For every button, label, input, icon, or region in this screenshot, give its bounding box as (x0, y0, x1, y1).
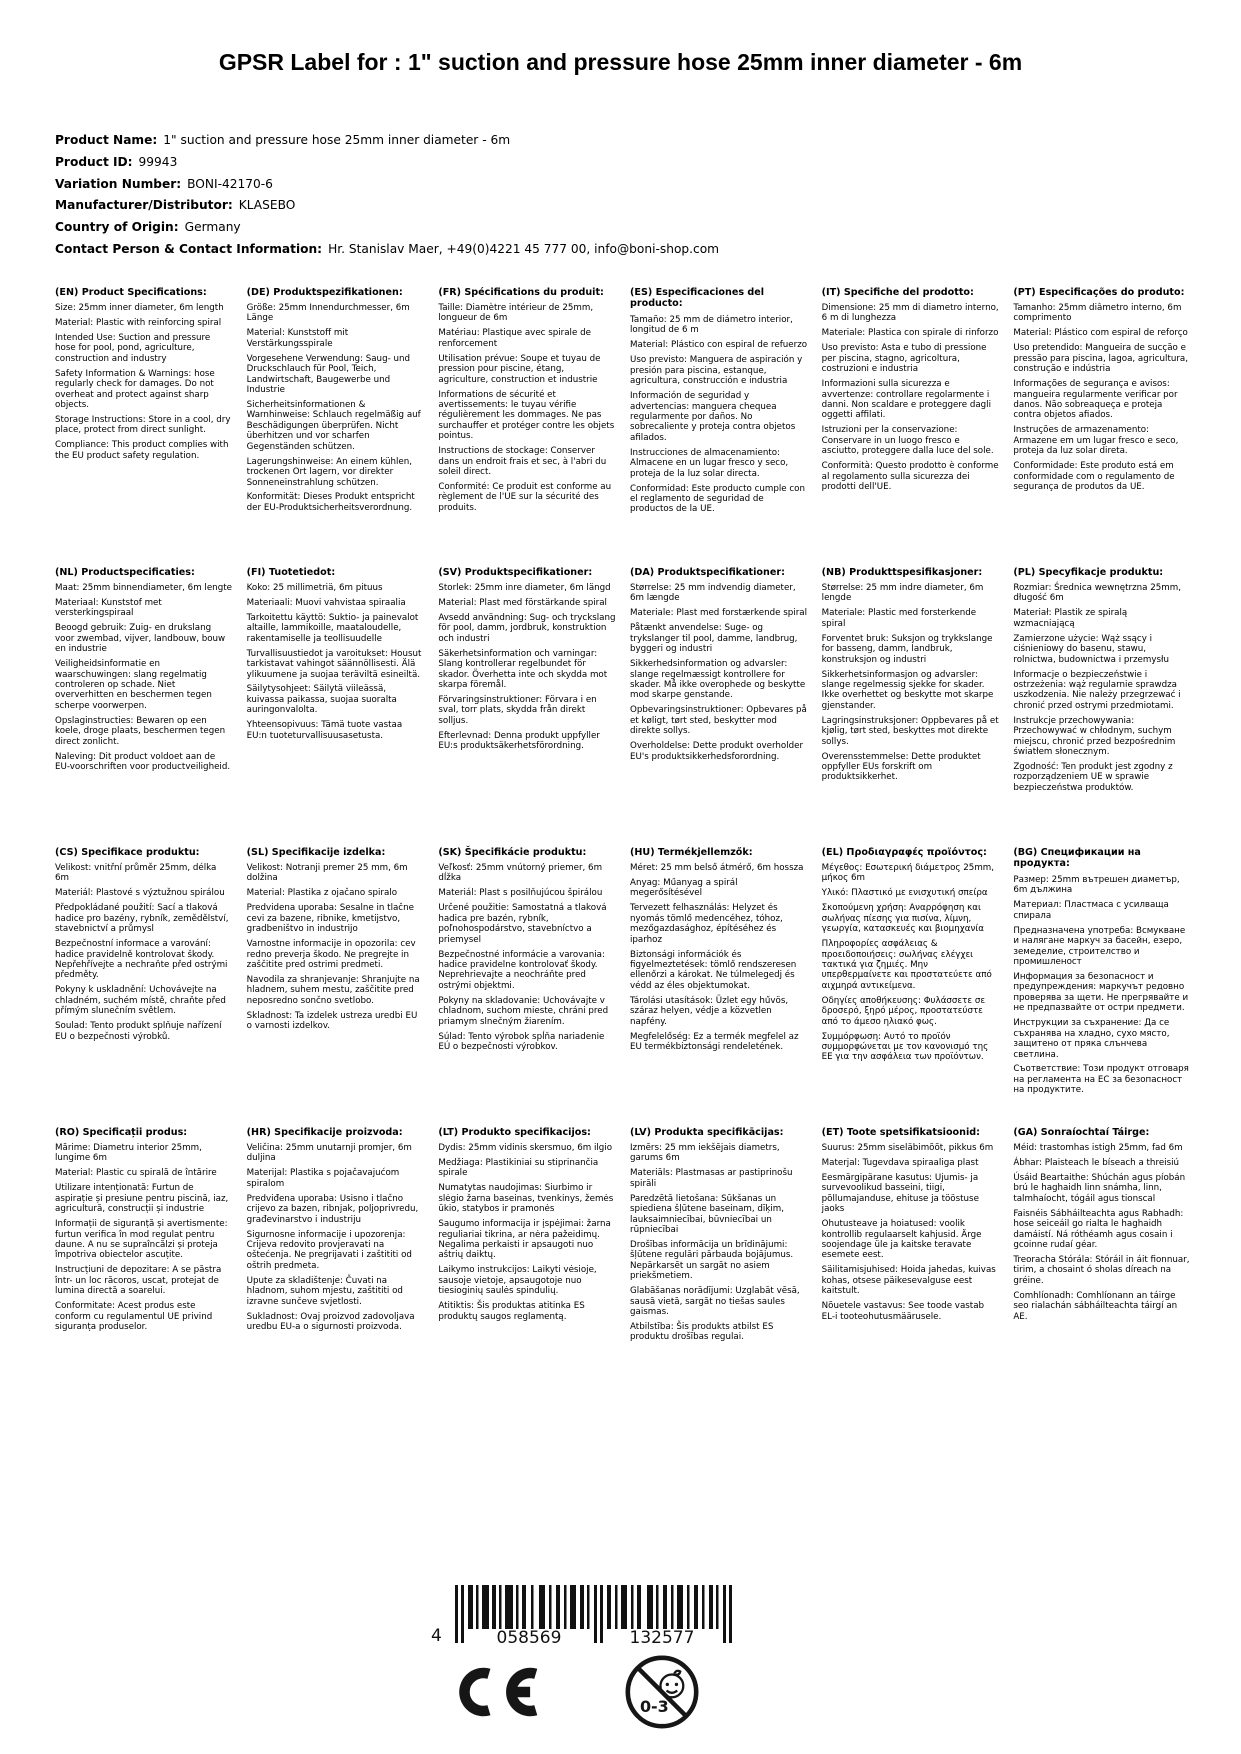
language-block-heading: (DA) Produktspecifikationer: (630, 566, 785, 578)
language-block-paragraphs (1013, 875, 1191, 1096)
spec-paragraph: Conformidad: Este producto cumple con el reglamento de seguridad de productos de la UE. (630, 483, 805, 515)
page-title: GPSR Label for : 1" suction and pressure hose 25mm inner diameter - 6m (218, 49, 1023, 75)
ce-mark-icon (455, 1662, 539, 1722)
spec-paragraph: Instruções de armazenamento: Armazene em um lugar fresco e seco, proteja da luz solar direta. (1013, 425, 1179, 457)
spec-paragraph: Sicherheitsinformationen & Warnhinweise: Schlauch regelmäßig auf Beschädigungen überprüfen. Nicht überhitzen und vor scharfen Gegenständen schützen. (246, 399, 421, 452)
spec-paragraph: Materiaali: Muovi vahvistaa spiraalia (246, 597, 406, 608)
product-info-line (55, 239, 1241, 261)
spec-paragraph: Méret: 25 mm belső átmérő, 6m hossza (630, 862, 804, 873)
spec-paragraph: Atitiktis: Šis produktas atitinka ES produktų saugos reglamentą. (438, 1301, 585, 1322)
language-block-paragraphs (630, 315, 808, 515)
spec-paragraph: Compliance: This product complies with the EU product safety regulation. (55, 440, 229, 461)
spec-paragraph: Conformità: Questo prodotto è conforme al regolamento sulla sicurezza dei prodotti dell'UE. (821, 461, 999, 493)
language-block-paragraphs (55, 1143, 233, 1333)
language-block (1013, 567, 1191, 847)
language-block-paragraphs (1013, 583, 1191, 793)
spec-paragraph: Größe: 25mm Innendurchmesser, 6m Länge (246, 302, 410, 324)
spec-paragraph: Safety Information & Warnings: hose regularly check for damages. Do not overheat and protect against sharp objects. (55, 368, 215, 410)
spec-paragraph: Určené použitie: Samostatná a tlaková hadica pre bazén, rybník, poľnohospodárstvo, stavebníctvo a priemysel (438, 903, 607, 945)
spec-paragraph: Material: Plast med förstärkande spiral (438, 597, 607, 608)
spec-paragraph: Pokyny k uskladnění: Uchovávejte na chladném, suchém místě, chraňte před přímým slunečním světlem. (55, 985, 226, 1017)
language-block-heading: (NB) Produkttspesifikasjoner: (821, 566, 983, 578)
product-info-value: Germany (184, 220, 241, 235)
spec-paragraph: Anyag: Műanyag a spirál megerősítésével (630, 877, 738, 899)
product-info-value: 99943 (138, 154, 178, 169)
spec-paragraph: Conformidade: Este produto está em conformidade com o regulamento de segurança de produtos da UE. (1013, 461, 1175, 493)
language-block-paragraphs (822, 863, 1000, 1063)
spec-paragraph: Materiāls: Plastmasas ar pastiprinošu spirāli (630, 1168, 793, 1189)
spec-paragraph: Mărime: Diametru interior 25mm, lungime 6m (55, 1142, 202, 1164)
language-block-paragraphs (630, 1143, 808, 1343)
spec-paragraph: Rozmiar: Średnica wewnętrzna 25mm, długość 6m (1013, 582, 1181, 604)
spec-paragraph: Velikost: vnitřní průměr 25mm, délka 6m (55, 862, 217, 884)
language-grid (55, 287, 1191, 1407)
spec-paragraph: Istruzioni per la conservazione: Conservare in un luogo fresco e asciutto, proteggere dalla luce del sole. (821, 425, 994, 457)
spec-paragraph: Materiał: Plastik ze spiralą wzmacniającą (1013, 608, 1128, 629)
spec-paragraph: Material: Kunststoff mit Verstärkungsspirale (246, 328, 349, 349)
spec-paragraph: Úsáid Beartaithe: Shúchán agus píobán brú le haghaidh linn snámha, linn, talmhaíocht, tógáil agus tionscal (1013, 1172, 1186, 1204)
product-info-value: KLASEBO (238, 198, 296, 213)
spec-paragraph: Съответствие: Този продукт отговаря на регламента на ЕС за безопасност на продуктите. (1013, 1064, 1189, 1096)
spec-paragraph: Eesmärgipärane kasutus: Ujumis- ja survevoolikud basseini, tiigi, põllumajanduse, ehituse ja tööstuse jaoks (821, 1172, 979, 1215)
spec-paragraph: Sikkerhetsinformasjon og advarsler: slange regelmessig sjekke for skader. Ikke overhettet og beskytte mot skarpe gjenstander. (821, 669, 994, 711)
spec-paragraph: Zgodność: Ten produkt jest zgodny z rozporządzeniem UE w sprawie bezpieczeństwa produktów. (1013, 762, 1173, 793)
spec-paragraph: Conformité: Ce produit est conforme au règlement de l'UE sur la sécurité des produits. (438, 482, 612, 513)
language-block-paragraphs (55, 863, 233, 1042)
spec-paragraph: Instructions de stockage: Conserver dans un endroit frais et sec, à l'abri du soleil direct. (438, 446, 607, 478)
barcode-right-digits: 132577 (629, 1628, 695, 1647)
spec-paragraph: Instrucciones de almacenamiento: Almacene en un lugar fresco y seco, proteja de la luz solar directa. (630, 447, 789, 479)
language-block-heading: (IT) Specifiche del prodotto: (821, 286, 974, 298)
spec-paragraph: Veličina: 25mm unutarnji promjer, 6m duljina (246, 1142, 412, 1164)
spec-paragraph: Paredzētā lietošana: Sūkšanas un spiediena šļūtene baseinam, dīķim, lauksaimniecībai, būvniecībai un rūpniecībai (630, 1193, 785, 1236)
spec-paragraph: Säkerhetsinformation och varningar: Slang kontrollerar regelbundet för skador. Överhetta inte och skydda mot skarpa föremål. (438, 648, 608, 690)
spec-paragraph: Atbilstība: Šis produkts atbilst ES produktu drošības regulai. (630, 1322, 774, 1343)
language-block-paragraphs (438, 303, 616, 513)
spec-paragraph: Velikost: Notranji premer 25 mm, 6m dolžina (246, 862, 408, 884)
language-block-heading: (FI) Tuotetiedot: (246, 566, 336, 578)
spec-paragraph: Οδηγίες αποθήκευσης: Φυλάσσετε σε δροσερό, ξηρό μέρος, προστατεύστε από το άμεσο ηλιακό φως. (821, 995, 986, 1027)
product-info-label: Product ID: (55, 154, 133, 169)
spec-paragraph: Μέγεθος: Εσωτερική διάμετρος 25mm, μήκος 6m (821, 862, 995, 884)
language-block (822, 567, 1000, 847)
language-block-paragraphs (630, 863, 808, 1053)
spec-paragraph: Sigurnosne informacije i upozorenja: Crijeva redovito provjeravati na oštećenja. Ne pregrijavati i zaštititi od oštrih predmeta. (246, 1229, 412, 1271)
spec-paragraph: Sukladnost: Ovaj proizvod zadovoljava uredbu EU-a o sigurnosti proizvoda. (246, 1311, 415, 1333)
spec-paragraph: Comhlíonadh: Comhlíonann an táirge seo rialachán sábháilteachta táirgí an AE. (1013, 1290, 1178, 1322)
language-block-heading: (GA) Sonraíochtaí Táirge: (1013, 1126, 1150, 1138)
spec-paragraph: Opbevaringsinstruktioner: Opbevares på et køligt, tørt sted, beskytter mod direkte sollys. (630, 705, 807, 737)
language-block (822, 847, 1000, 1127)
spec-paragraph: Izmērs: 25 mm iekšējais diametrs, garums 6m (630, 1142, 780, 1164)
language-block (630, 287, 808, 567)
language-block (247, 1127, 425, 1407)
spec-paragraph: Koko: 25 millimetriä, 6m pituus (246, 582, 383, 593)
language-block (1013, 1127, 1191, 1407)
product-info-line (55, 130, 1241, 152)
product-info-line (55, 152, 1241, 174)
product-info-label: Variation Number: (55, 176, 182, 191)
spec-paragraph: Förvaringsinstruktioner: Förvara i en sval, torr plats, skydda från direkt solljus. (438, 694, 597, 726)
language-block-paragraphs (55, 583, 233, 773)
language-block-paragraphs (822, 303, 1000, 493)
spec-paragraph: Overholdelse: Dette produkt overholder EU's produktsikkerhedsforordning. (630, 741, 804, 762)
spec-paragraph: Naleving: Dit product voldoet aan de EU-voorschriften voor productveiligheid. (55, 751, 231, 773)
spec-paragraph: Opslaginstructies: Bewaren op een koele, droge plaats, beschermen tegen direct zonlicht. (55, 715, 226, 747)
barcode-lead-digit: 4 (431, 1626, 442, 1646)
language-block-heading: (BG) Спецификации на продукта: (1013, 846, 1141, 870)
spec-paragraph: Overensstemmelse: Dette produktet oppfyller EUs forskrift om produktsikkerhet. (821, 751, 981, 783)
language-block-paragraphs (247, 583, 425, 741)
language-block-heading: (SV) Produktspecifikationer: (438, 566, 593, 578)
spec-paragraph: Informații de siguranță și avertismente: furtun verifica în mod regulat pentru daune. A nu se supraîncălzi și proteja împotriva obiectelor ascuțite. (55, 1219, 228, 1261)
spec-paragraph: Upute za skladištenje: Čuvati na hladnom, suhom mjestu, zaštititi od izravne sunčeve svjetlosti. (246, 1275, 403, 1307)
language-block (55, 1127, 233, 1407)
language-block-heading: (RO) Specificații produs: (55, 1126, 188, 1138)
spec-paragraph: Predvidena uporaba: Sesalne in tlačne cevi za bazene, ribnike, kmetijstvo, gradbeništvo in industrijo (246, 903, 414, 935)
language-block-heading: (SL) Specifikacije izdelka: (246, 846, 386, 858)
spec-paragraph: Størrelse: 25 mm indre diameter, 6m lengde (821, 582, 984, 604)
product-info-line (55, 174, 1241, 196)
spec-paragraph: Informações de segurança e avisos: mangueira regularmente verificar por danos. Não sobreaqueça e proteja contra objetos afiados. (1013, 379, 1178, 421)
language-block (55, 847, 233, 1127)
spec-paragraph: Συμμόρφωση: Αυτό το προϊόν συμμορφώνεται με τον κανονισμό της ΕΕ για την ασφάλεια των προϊόντων. (821, 1031, 989, 1063)
language-block-paragraphs (630, 583, 808, 762)
spec-paragraph: Инструкции за съхранение: Да се съхранява на хладно, сухо място, защитено от пряка слънчева светлина. (1013, 1018, 1170, 1060)
language-block (438, 287, 616, 567)
language-block (630, 567, 808, 847)
spec-paragraph: Materijal: Plastika s pojačavajućom spiralom (246, 1168, 400, 1189)
spec-paragraph: Predviđena uporaba: Usisno i tlačno crijevo za bazen, ribnjak, poljoprivredu, građevinarstvo i industriju (246, 1193, 419, 1225)
spec-paragraph: Utilisation prévue: Soupe et tuyau de pression pour piscine, étang, agriculture, construction et industrie (438, 353, 601, 385)
spec-paragraph: Méid: trastomhas istigh 25mm, fad 6m (1013, 1142, 1183, 1153)
spec-paragraph: Materjal: Tugevdava spiraaliga plast (821, 1157, 979, 1168)
spec-paragraph: Storlek: 25mm inre diameter, 6m längd (438, 582, 611, 593)
product-info-label: Contact Person & Contact Information: (55, 241, 323, 256)
barcode-left-digits: 058569 (496, 1628, 562, 1647)
language-block-paragraphs (247, 1143, 425, 1333)
product-info-value: BONI-42170-6 (187, 176, 273, 191)
language-block (822, 1127, 1000, 1407)
spec-paragraph: Súlad: Tento výrobok spĺňa nariadenie EÚ o bezpečnosti výrobkov. (438, 1031, 605, 1053)
spec-paragraph: Materiál: Plastové s výztužnou spirálou (55, 888, 225, 899)
spec-paragraph: Dimensione: 25 mm di diametro interno, 6 m di lunghezza (821, 302, 999, 324)
spec-paragraph: Uso previsto: Manguera de aspiración y presión para piscina, estanque, agricultura, construcción e industria (630, 355, 803, 387)
language-block-paragraphs (55, 303, 233, 461)
product-info-label: Product Name: (55, 133, 158, 148)
language-block-heading: (EL) Προδιαγραφές προϊόντος: (821, 846, 987, 858)
language-block-paragraphs (1013, 1143, 1191, 1322)
spec-paragraph: Bezpečnostní informace a varování: hadice pravidelně kontrolovat škody. Nepřehřívejte a nechraňte před ostrými předměty. (55, 939, 228, 981)
spec-paragraph: Material: Plástico con espiral de refuerzo (630, 340, 808, 351)
spec-paragraph: Glabāšanas norādījumi: Uzglabāt vēsā, sausā vietā, sargāt no tiešas saules gaismas. (630, 1286, 800, 1318)
spec-paragraph: Påtænkt anvendelse: Suge- og trykslanger til pool, damme, landbrug, byggeri og industri (630, 623, 798, 655)
spec-paragraph: Forventet bruk: Suksjon og trykkslange for basseng, damm, landbruk, konstruksjon og industri (821, 633, 993, 665)
spec-paragraph: Størrelse: 25 mm indvendig diameter, 6m længde (630, 582, 796, 604)
spec-paragraph: Turvallisuustiedot ja varoitukset: Housut tarkistavat vahingot säännöllisesti. Älä ylikuumene ja suojaa teräviltä esineiltä. (246, 648, 422, 680)
language-block (438, 567, 616, 847)
product-info (55, 130, 1241, 260)
spec-paragraph: Maat: 25mm binnendiameter, 6m lengte (55, 582, 232, 593)
spec-paragraph: Nõuetele vastavus: See toode vastab EL-i tooteohutusmäärusele. (821, 1301, 985, 1322)
spec-paragraph: Ohutusteave ja hoiatused: voolik kontrollib regulaarselt kahjusid. Ärge soojendage üle ja kaitske teravate esemete eest. (821, 1219, 982, 1261)
language-block (1013, 287, 1191, 567)
language-block-heading: (SK) Špecifikácie produktu: (438, 846, 587, 858)
spec-paragraph: Tamanho: 25mm diâmetro interno, 6m comprimento (1013, 302, 1182, 324)
spec-paragraph: Información de seguridad y advertencias: manguera chequea regularmente por daños. No sobrecaliente y proteja contra objetos afilados. (630, 391, 796, 443)
ean-barcode (425, 1585, 765, 1647)
spec-paragraph: Material: Plástico com espiral de reforço (1013, 328, 1188, 339)
spec-paragraph: Tervezett felhasználás: Helyzet és nyomás tömlő medencéhez, tóhoz, mezőgazdasághoz, építéséhez és iparhoz (630, 903, 783, 945)
spec-paragraph: Materiale: Plastica con spirale di rinforzo (821, 328, 999, 339)
spec-paragraph: Material: Plastic with reinforcing spiral (55, 317, 222, 328)
spec-paragraph: Instrukcje przechowywania: Przechowywać w chłodnym, suchym miejscu, chronić przed bezpośrednim światłem słonecznym. (1013, 715, 1176, 758)
spec-paragraph: Lagerungshinweise: An einem kühlen, trockenen Ort lagern, vor direkter Sonneneinstrahlung schützen. (246, 456, 412, 488)
spec-paragraph: Biztonsági információk és figyelmeztetések: tömlő rendszeresen ellenőrzi a károkat. Ne túlmelegedj és védd az éles objektumokat. (630, 949, 797, 991)
spec-paragraph: Uso previsto: Asta e tubo di pressione per piscina, stagno, agricoltura, costruzioni e industria (821, 343, 987, 375)
language-block-paragraphs (438, 863, 616, 1053)
spec-paragraph: Material: Plastic cu spirală de întărire (55, 1168, 217, 1179)
language-block-paragraphs (438, 1143, 616, 1322)
spec-paragraph: Saugumo informacija ir įspėjimai: žarna reguliariai tikrina, ar nėra pažeidimų. Negalima perkaisti ir apsaugoti nuo aštrių daiktų. (438, 1219, 611, 1261)
spec-paragraph: Materiaal: Kunststof met versterkingspiraal (55, 597, 162, 619)
spec-paragraph: Laikymo instrukcijos: Laikyti vėsioje, sausoje vietoje, apsaugotoje nuo tiesioginių saulės spindulių. (438, 1265, 597, 1297)
spec-paragraph: Skladnost: Ta izdelek ustreza uredbi EU o varnosti izdelkov. (246, 1010, 418, 1032)
spec-paragraph: Υλικό: Πλαστικό με ενισχυτική σπείρα (821, 888, 988, 899)
product-info-line (55, 217, 1241, 239)
spec-paragraph: Intended Use: Suction and pressure hose for pool, pond, agriculture, construction and industry (55, 332, 211, 364)
spec-paragraph: Informations de sécurité et avertissements: le tuyau vérifie régulièrement les dommages. Ne pas surchauffer et protéger contre les objets pointus. (438, 389, 615, 442)
language-block-paragraphs (822, 1143, 1000, 1322)
spec-paragraph: Vorgesehene Verwendung: Saug- und Druckschlauch für Pool, Teich, Landwirtschaft, Baugewerbe und Industrie (246, 353, 411, 396)
spec-paragraph: Numatytas naudojimas: Siurbimo ir slėgio žarna baseinas, tvenkinys, žemės ūkio, statybos ir pramonės (438, 1183, 614, 1215)
spec-paragraph: Σκοπούμενη χρήση: Αναρρόφηση και σωλήνας πίεσης για πισίνα, λίμνη, γεωργία, κατασκευές και βιομηχανία (821, 903, 984, 935)
spec-paragraph: Soulad: Tento produkt splňuje nařízení EU o bezpečnosti výrobků. (55, 1021, 222, 1042)
spec-paragraph: Информация за безопасност и предупреждения: маркучът редовно проверява за щети. Не прегрявайте и не предпазвайте от остри предмети. (1013, 971, 1189, 1014)
spec-paragraph: Konformität: Dieses Produkt entspricht der EU-Produktsicherheitsverordnung. (246, 492, 415, 513)
language-block-heading: (NL) Productspecificaties: (55, 566, 195, 578)
spec-paragraph: Veľkosť: 25mm vnútorný priemer, 6m dĺžka (438, 862, 603, 884)
language-block-heading: (ET) Toote spetsifikatsioonid: (821, 1126, 980, 1138)
spec-paragraph: Bezpečnostné informácie a varovania: hadice pravidelne kontrolovať škody. Neprehrievajte a neochráňte pred ostrými objektmi. (438, 949, 605, 991)
language-block-paragraphs (247, 303, 425, 513)
language-block-heading: (HR) Specifikacije proizvoda: (246, 1126, 403, 1138)
spec-paragraph: Pokyny na skladovanie: Uchovávajte v chladnom, suchom mieste, chráni pred priamym slnečným žiarením. (438, 995, 609, 1027)
spec-paragraph: Materiale: Plastic med forsterkende spiral (821, 608, 977, 629)
spec-paragraph: Dydis: 25mm vidinis skersmuo, 6m ilgio (438, 1142, 613, 1153)
language-block-heading: (ES) Especificaciones del producto: (630, 286, 765, 310)
spec-paragraph: Efterlevnad: Denna produkt uppfyller EU:s produktsäkerhetsförordning. (438, 730, 600, 752)
spec-paragraph: Materiale: Plast med forstærkende spiral (630, 608, 808, 619)
spec-paragraph: Tamaño: 25 mm de diámetro interior, longitud de 6 m (630, 314, 793, 336)
language-block-heading: (PT) Especificações do produto: (1013, 286, 1185, 298)
product-info-label: Country of Origin: (55, 220, 179, 235)
spec-paragraph: Lagringsinstruksjoner: Oppbevares på et kjølig, tørt sted, beskyttes mot direkte sollys. (821, 715, 999, 747)
spec-paragraph: Avsedd användning: Sug- och tryckslang för pool, damm, jordbruk, konstruktion och industri (438, 612, 616, 644)
language-block-paragraphs (438, 583, 616, 752)
spec-paragraph: Megfelelőség: Ez a termék megfelel az EU termékbiztonsági rendeletének. (630, 1031, 799, 1053)
language-block-paragraphs (822, 583, 1000, 783)
spec-paragraph: Ábhar: Plaisteach le bíseach a threisiú (1013, 1157, 1180, 1168)
language-block-heading: (EN) Product Specifications: (55, 286, 207, 298)
language-block (630, 847, 808, 1127)
spec-paragraph: Conformitate: Acest produs este conform cu regulamentul UE privind siguranța produselor. (55, 1301, 213, 1333)
spec-paragraph: Size: 25mm inner diameter, 6m length (55, 302, 224, 313)
language-block (822, 287, 1000, 567)
language-block-heading: (CS) Specifikace produktu: (55, 846, 200, 858)
product-info-line (55, 195, 1241, 217)
language-block (247, 847, 425, 1127)
product-info-label: Manufacturer/Distributor: (55, 198, 233, 213)
language-block (55, 567, 233, 847)
spec-paragraph: Säilytysohjeet: Säilytä viileässä, kuivassa paikassa, suojaa suoralta auringonvalolta. (246, 684, 397, 716)
spec-paragraph: Informazioni sulla sicurezza e avvertenze: controllare regolarmente i danni. Non scaldare e proteggere dagli oggetti affilati. (821, 379, 991, 421)
age-warning-label: 0-3 (639, 1696, 669, 1716)
spec-paragraph: Tárolási utasítások: Üzlet egy hűvös, száraz helyen, védje a közvetlen napfény. (630, 995, 789, 1027)
language-block (630, 1127, 808, 1407)
spec-paragraph: Предназначена употреба: Всмукване и налягане маркуч за басейн, езеро, земеделие, строителство и промишленост (1013, 925, 1186, 968)
spec-paragraph: Matériau: Plastique avec spirale de renforcement (438, 328, 591, 349)
spec-paragraph: Storage Instructions: Store in a cool, dry place, protect from direct sunlight. (55, 414, 231, 436)
product-info-value: Hr. Stanislav Maer, +49(0)4221 45 777 00, info@boni-shop.com (328, 241, 720, 256)
barcode-bars-icon (425, 1585, 765, 1647)
spec-paragraph: Размер: 25mm вътрешен диаметър, 6m дължина (1013, 874, 1180, 896)
spec-paragraph: Utilizare intenționată: Furtun de aspirație și presiune pentru piscină, iaz, agricultură, construcții și industrie (55, 1183, 229, 1215)
spec-paragraph: Informacje o bezpieczeństwie i ostrzeżenia: wąż regularnie sprawdza uszkodzenia. Nie należy przegrzewać i chronić przed ostrymi przedmiotami. (1013, 669, 1181, 711)
spec-paragraph: Tarkoitettu käyttö: Suktio- ja painevalot altaille, lammikoille, maataloudelle, rakentamiselle ja teollisuudelle (246, 612, 419, 644)
language-block (438, 847, 616, 1127)
spec-paragraph: Material: Plastika z ojačano spiralo (246, 888, 398, 899)
spec-paragraph: Πληροφορίες ασφάλειας & προειδοποιήσεις: σωλήνας ελέγχει τακτικά για ζημιές. Μην υπερθερμαίνετε και προστατεύετε από αιχμηρά αντικείμενα. (821, 939, 992, 991)
spec-paragraph: Medžiaga: Plastikiniai su stiprinančia spirale (438, 1157, 599, 1179)
language-block-heading: (LV) Produkta specifikācijas: (630, 1126, 784, 1138)
language-block (438, 1127, 616, 1407)
spec-paragraph: Sikkerhedsinformation og advarsler: slange regelmæssigt kontrollere for skader. Må ikke overophede og beskytte mod skarpe genstande. (630, 659, 806, 701)
spec-paragraph: Säilitamisjuhised: Hoida jahedas, kuivas kohas, otsese päikesevalguse eest kaitstult. (821, 1265, 996, 1297)
spec-paragraph: Suurus: 25mm siseläbimõõt, pikkus 6m (821, 1142, 994, 1153)
spec-paragraph: Beoogd gebruik: Zuig- en drukslang voor zwembad, vijver, landbouw, bouw en industrie (55, 623, 226, 655)
spec-paragraph: Uso pretendido: Mangueira de sucção e pressão para piscina, lagoa, agricultura, construção e indústria (1013, 343, 1189, 375)
spec-paragraph: Drošības informācija un brīdinājumi: šļūtene regulāri pārbauda bojājumus. Nepārkarsēt un sargāt no asiem priekšmetiem. (630, 1239, 794, 1282)
language-block (247, 287, 425, 567)
spec-paragraph: Veiligheidsinformatie en waarschuwingen: slang regelmatig controleren op schade. Niet oververhitten en beschermen tegen scherpe voorwerpen. (55, 659, 212, 711)
language-block-heading: (LT) Produkto specifikacijos: (438, 1126, 591, 1138)
spec-paragraph: Předpokládané použití: Sací a tlaková hadice pro bazény, rybník, zemědělství, stavebnictví a průmysl (55, 903, 229, 935)
language-block (247, 567, 425, 847)
spec-paragraph: Материал: Пластмаса с усилваща спирала (1013, 900, 1169, 921)
product-info-value: 1" suction and pressure hose 25mm inner diameter - 6m (163, 133, 511, 148)
language-block (55, 287, 233, 567)
spec-paragraph: Faisnéis Sábháilteachta agus Rabhadh: hose seiceáil go rialta le haghaidh damáistí. Ná róthéamh agus cosain i gcoinne rudaí géar. (1013, 1208, 1184, 1250)
language-block-paragraphs (247, 863, 425, 1032)
spec-paragraph: Varnostne informacije in opozorila: cev redno preverja škodo. Ne pregrejte in zaščitite pred ostrimi predmeti. (246, 939, 416, 970)
language-block-heading: (FR) Spécifications du produit: (438, 286, 604, 298)
language-block-heading: (DE) Produktspezifikationen: (246, 286, 403, 298)
spec-paragraph: Materiál: Plast s posilňujúcou špirálou (438, 888, 603, 899)
language-block-paragraphs (1013, 303, 1191, 493)
spec-paragraph: Treoracha Stórála: Stóráil in áit fionnuar, tirim, a chosaint ó sholas díreach na gréine. (1013, 1254, 1190, 1286)
language-block-heading: (PL) Specyfikacje produktu: (1013, 566, 1164, 578)
spec-paragraph: Taille: Diamètre intérieur de 25mm, longueur de 6m (438, 302, 594, 324)
language-block (1013, 847, 1191, 1127)
language-block-heading: (HU) Termékjellemzők: (630, 846, 753, 858)
age-warning-0-3-icon (624, 1654, 700, 1730)
spec-paragraph: Yhteensopivuus: Tämä tuote vastaa EU:n tuoteturvallisuusasetusta. (246, 720, 403, 741)
spec-paragraph: Navodila za shranjevanje: Shranjujte na hladnem, suhem mestu, zaščitite pred neposredno sončno svetlobo. (246, 974, 420, 1006)
spec-paragraph: Zamierzone użycie: Wąż ssący i ciśnieniowy do basenu, stawu, rolnictwa, budownictwa i przemysłu (1013, 633, 1170, 665)
spec-paragraph: Instrucțiuni de depozitare: A se păstra într- un loc răcoros, uscat, protejat de lumina directă a soarelui. (55, 1265, 222, 1297)
